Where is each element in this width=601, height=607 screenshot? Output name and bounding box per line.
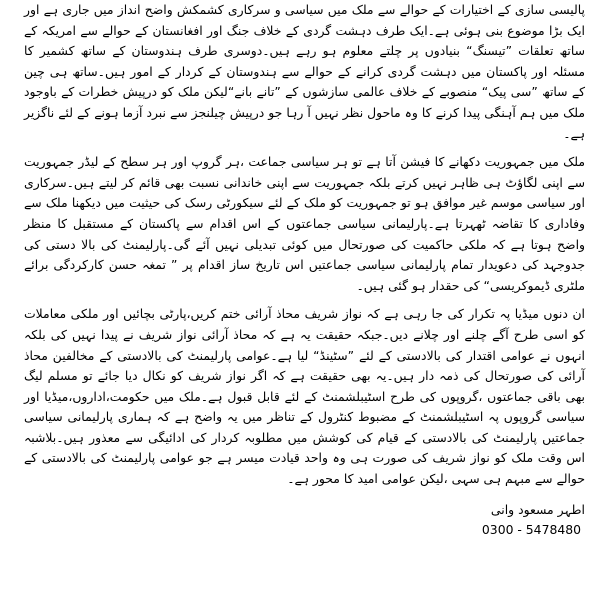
paragraph-2: ملک میں جمہوریت دکھانے کا فیشن آتا ہے تو ہر سیاسی جماعت ،ہر گروپ اور ہر سطح کے لیڈر جمہوریت سے اپنی لگاؤٹ ہی ظاہر نہیں کرتے بلکہ جمہوریت سے اپنی خاندانی نسبت بھی قائم کر لیتے ہیں۔سرکاری اور سیاسی موسم غیر موافق ہو تو جمہوریت کو ملک کے لئے سیکورٹی رسک کی حیثیت میں دیکھنا ملک سے وفاداری کا تقاضہ ٹھہرتا ہے۔پارلیمانی سیاسی جماعتوں کے اس اقدام سے پاکستان کے مستقبل کا منظر واضح ہوتا ہے کہ ملکی حاکمیت کی صورتحال میں کوئی تبدیلی نہیں آئے گی۔پارلیمنٹ کی بالا دستی کی جدوجہد کی دعویدار تمام پارلیمانی سیاسی جماعتیں اس تاریخ ساز اقدام پر ” تمغہ حسن کارکردگی برائے ملٹری ڈیموکریسی“ کی حقدار ہو گئی ہیں۔ xyxy=(24,154,585,293)
author-phone: 0300 - 5478480 xyxy=(481,521,581,537)
author-name: اطہر مسعود وانی xyxy=(490,501,585,517)
paragraph-3: ان دنوں میڈیا پہ تکرار کی جا رہی ہے کہ نواز شریف محاذ آرائی ختم کریں،پارٹی بچائیں اور ملکی معاملات کو اسی طرح آگے چلنے اور چلانے دیں۔جبکہ حقیقت یہ ہے کہ محاذ آرائی نواز شریف نے پیدا نہیں کی بلکہ انہوں نے عوامی اقتدار کی بالادستی کے لئے ”سٹینڈ“ لیا ہے۔عوامی پارلیمنٹ کی بالادستی کے مخالفین محاذ آرائی کی صورتحال کی ذمہ دار ہیں۔یہ بھی حقیقت ہے کہ اگر نواز شریف کو نکال دیا جائے تو مسلم لیگ بھی باقی جماعتوں ،گروپوں کی طرح اسٹیبلشمنٹ کے لئے قابل قبول ہے۔ملک میں حکومت،اداروں،میڈیا اور سیاسی گروپوں پہ اسٹیبلشمنٹ کے مضبوط کنٹرول کے تناظر میں یہ واضح ہے کہ ہماری پارلیمانی سیاسی جماعتیں پارلیمنٹ کی بالادستی کے قیام کی کوشش میں مطلوبہ کردار کی ادائیگی سے معذور ہیں۔بلاشبہ اس وقت ملک کو نواز شریف کی صورت ہی وہ واحد قیادت میسر ہے جو عوامی پارلیمنٹ کی بالادستی کے حوالے سے مبہم ہی سہی ،لیکن عوامی امید کا محور ہے۔ xyxy=(24,306,585,487)
paragraph-1: پالیسی سازی کے اختیارات کے حوالے سے ملک میں سیاسی و سرکاری کشمکش واضح انداز میں جاری ہے اور ایک بڑا موضوع بنی ہوئی ہے۔ایک طرف دہشت گردی کے خلاف جنگ اور افغانستان کے حوالے سے امریکہ کے ساتھ تعلقات ”تیسنگ“ بنیادوں پر چلتے معلوم ہو رہے ہیں۔دوسری طرف ہندوستان کے ساتھ کشمیر کا مسئلہ اور پاکستان میں دہشت گردی کرانے کے حوالے سے ہندوستان کے کردار کے امور ہیں۔ساتھ ہی چین کے ساتھ ”سی پیک“ منصوبے کے خلاف عالمی سازشوں کے ”تانے بانے“لیکن ملک کو درپیش خطرات کے باوجود ملک میں ہم آہنگی پیدا کرنے کا وہ ماحول نظر نہیں آ رہا جو درپیش چیلنجز سے نبرد آزما ہونے کے لئے ناگزیر ہے۔ xyxy=(24,2,585,141)
